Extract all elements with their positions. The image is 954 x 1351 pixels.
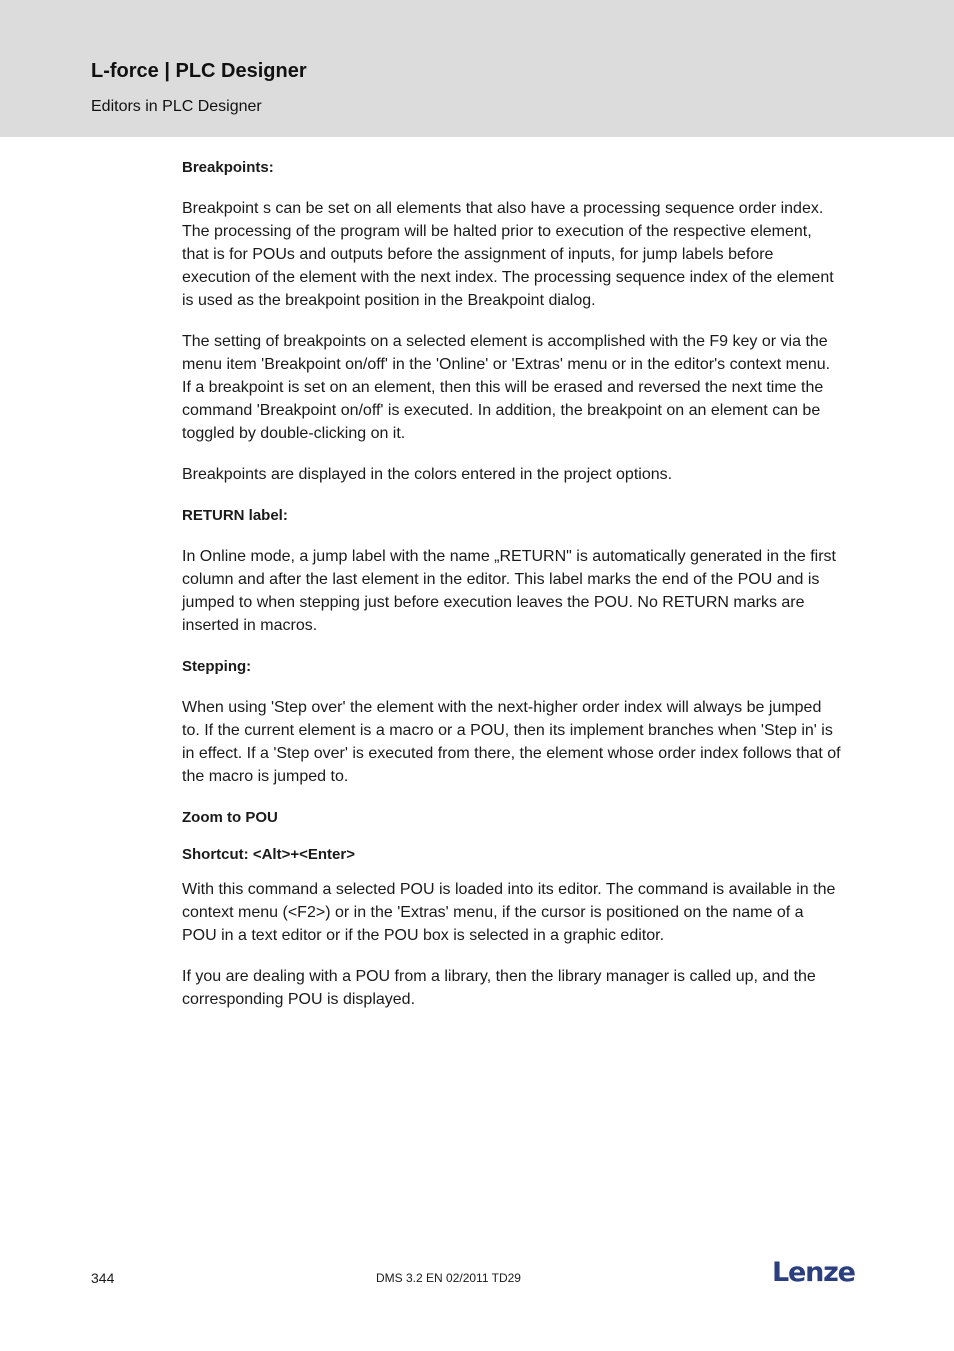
document-title: L-force | PLC Designer xyxy=(91,60,307,82)
breakpoints-paragraph-1: Breakpoint s can be set on all elements that also have a processing sequence order index. The processing of the program will be halted prior to execution of the respective element, that is for POUs and outputs before the assignment of inputs, for jump labels before execution of the element with the next index. The processing sequence index of the element is used as the breakpoint position in the Breakpoint dialog. xyxy=(182,200,834,309)
document-id: DMS 3.2 EN 02/2011 TD29 xyxy=(376,1271,521,1285)
section-title: Editors in PLC Designer xyxy=(91,98,262,115)
return-label-heading: RETURN label: xyxy=(182,507,288,524)
lenze-logo: Lenze xyxy=(772,1257,855,1288)
stepping-heading: Stepping: xyxy=(182,658,252,675)
return-label-paragraph: In Online mode, a jump label with the name „RETURN" is automatically generated in the first column and after the last element in the editor. This label marks the end of the POU and is jumped to when stepping just before execution leaves the POU. No RETURN marks are inserted in macros. xyxy=(182,548,836,634)
breakpoints-heading: Breakpoints: xyxy=(182,159,274,176)
shortcut-heading: Shortcut: <Alt>+<Enter> xyxy=(182,846,355,863)
breakpoints-paragraph-2: The setting of breakpoints on a selected element is accomplished with the F9 key or via the menu item 'Breakpoint on/off' in the 'Online' or 'Extras' menu or in the editor's context menu. If a breakpoint is set on an element, then this will be erased and reversed the next time the command 'Breakpoint on/off' is executed. In addition, the breakpoint on an element can be toggled by double-clicking on it. xyxy=(182,333,831,442)
page-number: 344 xyxy=(91,1270,115,1286)
zoom-to-pou-heading: Zoom to POU xyxy=(182,809,278,826)
zoom-paragraph-1: With this command a selected POU is loaded into its editor. The command is available in the context menu (<F2>) or in the 'Extras' menu, if the cursor is positioned on the name of a POU in a text editor or if the POU box is selected in a graphic editor. xyxy=(182,881,836,944)
breakpoints-paragraph-3: Breakpoints are displayed in the colors entered in the project options. xyxy=(182,466,673,483)
main-content xyxy=(182,156,842,1011)
zoom-paragraph-2: If you are dealing with a POU from a library, then the library manager is called up, and the corresponding POU is displayed. xyxy=(182,968,816,1008)
stepping-paragraph: When using 'Step over' the element with the next-higher order index will always be jumped to. If the current element is a macro or a POU, then its implement branches when 'Step in' is in effect. If a 'Step over' is executed from there, the element whose order index follows that of the macro is jumped to. xyxy=(182,699,841,785)
page-header xyxy=(0,0,954,137)
